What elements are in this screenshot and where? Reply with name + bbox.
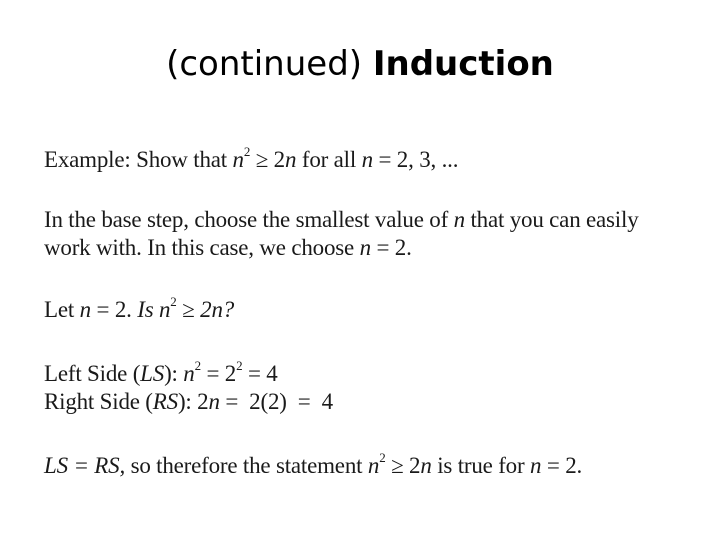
relation: ≥ 2 [255, 147, 285, 172]
exponent: 2 [170, 294, 177, 310]
right-side-text: ): 2 [177, 389, 209, 414]
var-n: n [359, 235, 371, 260]
conclusion-text: so therefore the statement [130, 453, 363, 478]
ls-rs: LS = RS, [44, 453, 126, 478]
exponent: 2 [194, 358, 201, 374]
right-side-line [44, 388, 333, 416]
example-text-b: for all [301, 147, 357, 172]
let-line [44, 296, 234, 324]
var-n: n [79, 297, 91, 322]
left-side-text: ): [164, 361, 178, 386]
ls-abbr: LS [140, 361, 165, 386]
left-side-text: Left Side ( [44, 361, 141, 386]
example-line [44, 146, 458, 174]
var-n: n [232, 147, 244, 172]
conclusion-line [44, 452, 582, 480]
left-side-text: = 4 [247, 361, 278, 386]
var-n: n [183, 361, 195, 386]
var-n: n [284, 147, 297, 172]
exponent: 2 [379, 450, 386, 466]
base-step-line-2 [44, 234, 412, 262]
rs-abbr: RS [152, 389, 178, 414]
relation: ≥ 2 [391, 453, 421, 478]
var-n: n [367, 453, 380, 478]
example-eq: = 2, 3, ... [378, 147, 459, 172]
title-prefix: (continued) [166, 44, 363, 84]
slide-title [0, 44, 720, 84]
base-step-line-1 [44, 206, 639, 234]
base-step-text: that you can easily [470, 207, 639, 232]
var-n: n [420, 453, 432, 478]
let-text: Let [44, 297, 75, 322]
let-question: Is n [137, 297, 171, 322]
base-step-text: In the base step, choose the smallest value of [44, 207, 449, 232]
example-text-a: Show that [136, 147, 227, 172]
exponent: 2 [236, 358, 243, 374]
conclusion-text: is true for [437, 453, 525, 478]
conclusion-text: = 2. [546, 453, 583, 478]
title-main: Induction [372, 44, 554, 84]
base-step-text: work with. In this case, we choose [44, 235, 355, 260]
var-n: n [361, 147, 373, 172]
exponent: 2 [243, 144, 251, 160]
right-side-text: = 2(2) = 4 [225, 389, 333, 414]
left-side-line [44, 360, 278, 388]
var-n: n [453, 207, 465, 232]
let-text: = 2. [96, 297, 132, 322]
example-label: Example: [44, 147, 131, 172]
var-n: n [530, 453, 542, 478]
left-side-text: = 2 [206, 361, 237, 386]
base-step-text: = 2. [376, 235, 412, 260]
let-question: ≥ 2n? [182, 297, 235, 322]
right-side-text: Right Side ( [44, 389, 153, 414]
var-n: n [208, 389, 220, 414]
